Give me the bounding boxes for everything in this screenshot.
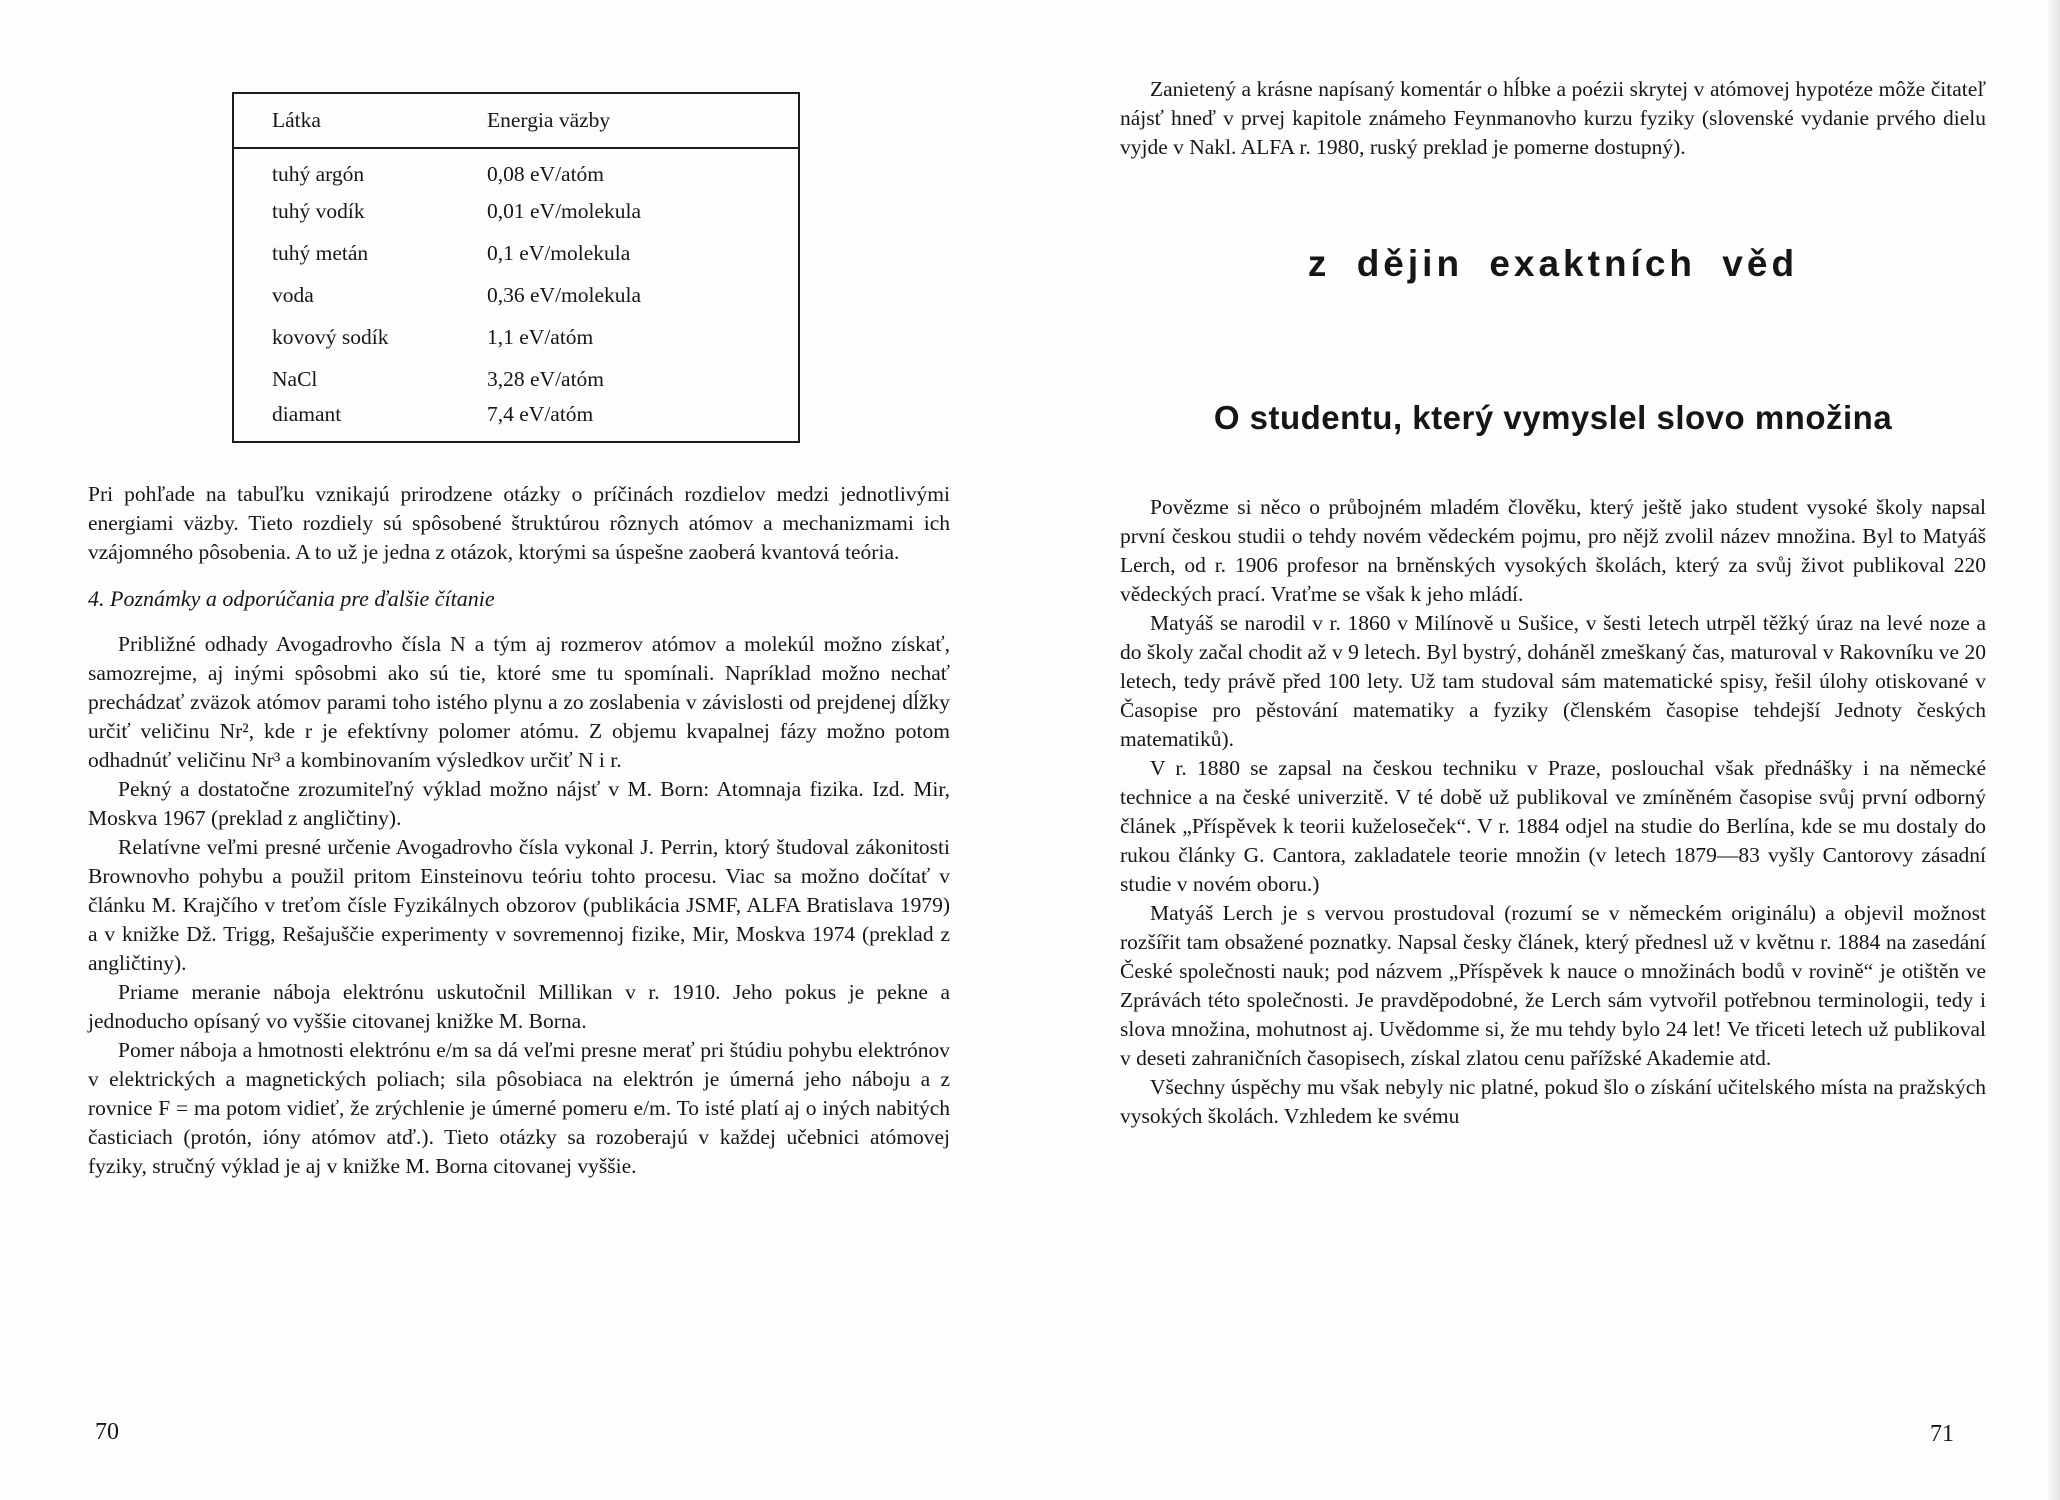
substance-cell: kovový sodík xyxy=(272,324,389,349)
page-number-left: 70 xyxy=(95,1419,119,1445)
substance-cell: tuhý vodík xyxy=(272,198,365,223)
table-row xyxy=(233,232,799,274)
section-heading-notes: 4. Poznámky a odporúčania pre ďalšie čítanie xyxy=(88,586,495,611)
paragraph-lerch-intro: Povězme si něco o průbojném mladém člověku, který ještě jako student vysoké školy napsal první českou studii o tehdy novém vědeckém pojmu, pro nějž zvolil název množina. Byl to Matyáš Lerch, od r. 1906 profesor na brněnských vysokých školách, který za svůj život publikoval 220 vědeckých prací. Vraťme se však k jeho mládí. xyxy=(1120,495,1986,606)
table-row xyxy=(233,400,799,442)
right-page xyxy=(1120,75,1986,1131)
energy-cell: 0,08 eV/atóm xyxy=(487,162,605,186)
paragraph-lerch-cantor: Matyáš Lerch je s vervou prostudoval (rozumí se v německém originálu) a objevil možnost rozšířit tam obsažené poznatky. Napsal česky článek, který přednesl už v květnu r. 1884 na zasedání České společnosti nauk; pod názvem „Příspěvek k nauce o množinách bodů v rovině“ je otištěn ve Zprávách této společnosti. Je pravděpodobné, že Lerch sám vytvořil potřebnou terminologii, tedy i slova množina, mohutnost aj. Uvědomme si, že mu tehdy bylo 24 let! Ve třiceti letech už publikoval v deseti zahraničních časopisech, získal zlatou cenu pařížské Akademie atd. xyxy=(1120,901,1986,1070)
binding-energy-table xyxy=(232,92,800,443)
paragraph-lerch-career: Všechny úspěchy mu však nebyly nic platné, pokud šlo o získání učitelského místa na pražských vysokých školách. Vzhledem ke svému xyxy=(1120,1075,1986,1128)
column-header-substance: Látka xyxy=(233,93,483,148)
substance-cell: diamant xyxy=(272,402,342,426)
paragraph-millikan-reference: Priame meranie náboja elektrónu uskutočnil Millikan v r. 1910. Jeho pokus je pekne a jednoducho opísaný vo vyššie citovanej knižke M. Borna. xyxy=(88,980,950,1033)
substance-cell: tuhý metán xyxy=(272,240,369,265)
paragraph-perrin-reference: Relatívne veľmi presné určenie Avogadrovho čísla vykonal J. Perrin, ktorý študoval zákonitosti Brownovho pohybu a použil pritom Einsteinovu teóriu tohto procesu. Viac sa možno dočítať v článku M. Krajčího v treťom čísle Fyzikálnych obzorov (publikácia JSMF, ALFA Bratislava 1979) a v knižke Dž. Trigg, Rešajuščie experimenty v sovremennoj fizike, Mir, Moskva 1974 (preklad z angličtiny). xyxy=(88,835,950,975)
paragraph-feynman-comment: Zanietený a krásne napísaný komentár o hĺbke a poézii skrytej v atómovej hypotéze môže čitateľ nájsť hneď v prvej kapitole známeho Feynmanovho kurzu fyziky (slovenské vydanie prvého dielu vyjde v Nakl. ALFA r. 1980, ruský preklad je pomerne dostupný). xyxy=(1120,77,1986,159)
paragraph-lerch-studies: V r. 1880 se zapsal na českou techniku v Praze, poslouchal však přednášky i na německé technice a na české univerzitě. V té době už publikoval ve zmíněném časopise svůj první odborný článek „Příspěvek k teorii kuželoseček“. V r. 1884 odjel na studie do Berlína, kde se mu dostaly do rukou články G. Cantora, zakladatele teorie množin (v letech 1879—83 vyšly Cantorovy zásadní studie v novém oboru.) xyxy=(1120,756,1986,896)
table-row xyxy=(233,358,799,400)
page-number-right: 71 xyxy=(1930,1421,1954,1447)
table-row xyxy=(233,274,799,316)
paragraph-born-reference: Pekný a dostatočne zrozumiteľný výklad možno nájsť v M. Born: Atomnaja fizika. Izd. Mir, Moskva 1967 (preklad z angličtiny). xyxy=(88,777,950,830)
paragraph-lerch-childhood: Matyáš se narodil v r. 1860 v Milínově u Sušice, v šesti letech utrpěl těžký úraz na levé noze a do školy začal chodit až v 9 letech. Byl bystrý, doháněl zmeškaný čas, maturoval v Rakovníku ve 20 letech, tedy právě před 100 lety. Už tam studoval sám matematické spisy, řešil úlohy otiskované v Časopise pro pěstování matematiky a fyziky (členském časopise tehdejší Jednoty českých matematiků). xyxy=(1120,611,1986,751)
page-edge-shadow xyxy=(2046,0,2060,1500)
table-header-row xyxy=(233,93,799,148)
energy-cell: 0,01 eV/molekula xyxy=(487,198,642,223)
energy-cell: 3,28 eV/atóm xyxy=(487,366,605,391)
left-page xyxy=(88,92,950,1181)
energy-cell: 7,4 eV/atóm xyxy=(487,402,594,426)
paragraph-avogadro-estimates: Približné odhady Avogadrovho čísla N a tým aj rozmerov atómov a molekúl možno získať, samozrejme, aj inými spôsobmi ako sú tie, ktoré sme tu spomínali. Napríklad možno nechať prechádzať zväzok atómov parami toho istého plynu a zo zoslabenia v závislosti od prejdenej dĺžky určiť veličinu Nr², kde r je efektívny polomer atómu. Z objemu kvapalnej fázy možno potom odhadnúť veličinu Nr³ a kombinovaním výsledkov určiť N i r. xyxy=(88,632,950,772)
table-row xyxy=(233,190,799,232)
energy-cell: 1,1 eV/atóm xyxy=(487,324,594,349)
substance-cell: NaCl xyxy=(272,366,318,391)
paragraph-charge-mass-ratio: Pomer náboja a hmotnosti elektrónu e/m sa dá veľmi presne merať pri štúdiu pohybu elektrónov v elektrických a magnetických poliach; sila pôsobiaca na elektrón je úmerná jeho náboju a z rovnice F = ma potom vidieť, že zrýchlenie je úmerné pomeru e/m. To isté platí aj o iných nabitých časticiach (protón, ióny atómov atď.). Tieto otázky sa rozoberajú v každej učebnici atómovej fyziky, stručný výklad je aj v knižke M. Borna citovanej vyššie. xyxy=(88,1038,950,1178)
table-row xyxy=(233,316,799,358)
table-row xyxy=(233,148,799,190)
paragraph-table-comment: Pri pohľade na tabuľku vznikajú prirodzene otázky o príčinách rozdielov medzi jednotlivými energiami väzby. Tieto rozdiely sú spôsobené štruktúrou rôznych atómov a mechanizmami ich vzájomného pôsobenia. A to už je jedna z otázok, ktorými sa úspešne zaoberá kvantová teória. xyxy=(88,482,950,564)
column-header-energy: Energia väzby xyxy=(483,93,799,148)
energy-cell: 0,1 eV/molekula xyxy=(487,240,631,265)
substance-cell: voda xyxy=(272,282,314,307)
energy-cell: 0,36 eV/molekula xyxy=(487,282,642,307)
article-title: O studentu, který vymyslel slovo množina xyxy=(1213,399,1893,436)
substance-cell: tuhý argón xyxy=(272,162,365,186)
rubric-title: z dějin exaktních věd xyxy=(1307,243,1799,284)
